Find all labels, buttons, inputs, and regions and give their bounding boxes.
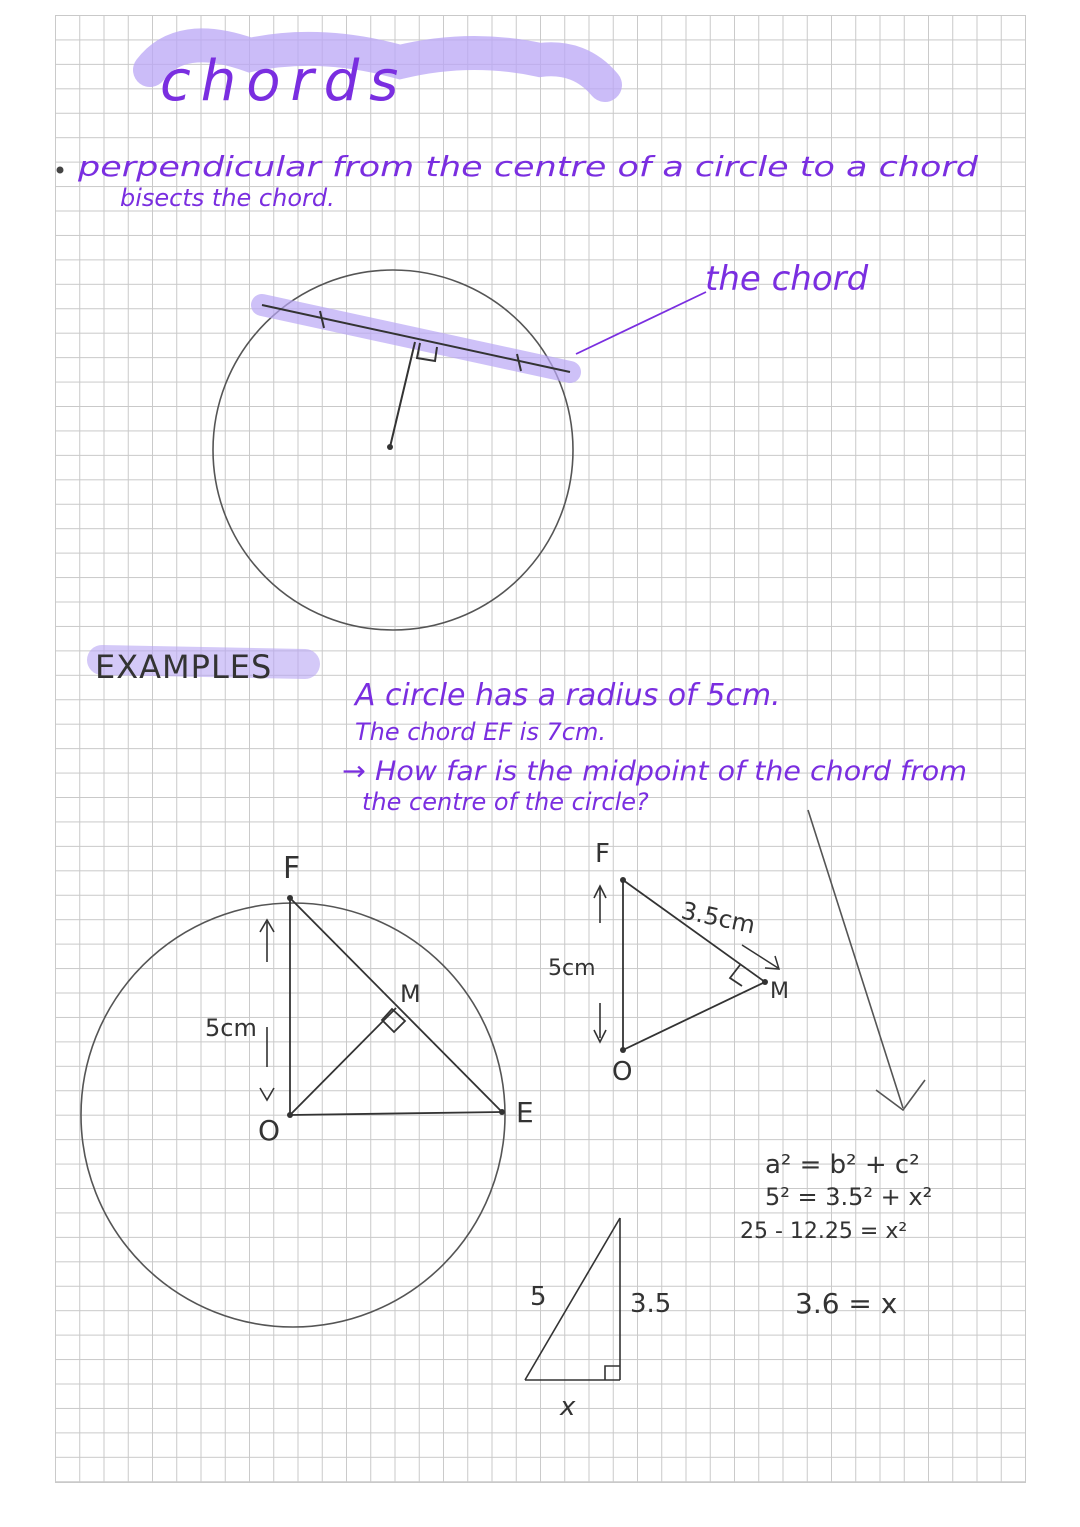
radius-oe [290,1112,502,1115]
chord-label-pointer [576,292,706,354]
right-angle-icon-2 [382,1009,405,1032]
tri-om [623,982,765,1050]
page-title: chords [160,49,409,114]
mid-side-fm: 3.5cm [678,896,758,940]
problem-line-1: A circle has a radius of 5cm. [355,678,781,713]
working-line-2: 5² = 3.5² + x² [765,1183,933,1211]
left-label-e: E [516,1096,534,1129]
small-label-base: x [560,1392,576,1422]
small-label-hyp: 5 [530,1282,547,1312]
working-line-4: 3.6 = x [795,1287,898,1320]
point-e-dot [499,1109,505,1115]
examples-heading: EXAMPLES [95,648,273,686]
chord-line [262,305,570,372]
mid-arrow-fm [742,945,778,968]
point-o-dot [287,1112,293,1118]
left-label-o: O [258,1114,281,1147]
mid-label-o: O [612,1057,633,1087]
line-om [290,1008,396,1115]
rule-line-1: perpendicular from the centre of a circle to a chord [76,150,979,183]
centre-dot [387,444,393,450]
right-angle-icon-3 [730,965,742,986]
working-line-1: a² = b² + c² [765,1150,920,1180]
problem-line-3: → How far is the midpoint of the chord from [342,756,967,787]
rule-line-2: bisects the chord. [120,184,335,212]
mid-point-m-dot [762,979,768,985]
small-label-leg: 3.5 [630,1289,672,1319]
long-arrow-head-icon [876,1080,925,1110]
mid-side-fo: 5cm [548,956,596,981]
left-radius-label: 5cm [205,1014,257,1042]
point-f-dot [287,895,293,901]
problem-line-4: the centre of the circle? [362,788,649,816]
right-angle-icon-4 [605,1366,620,1380]
mid-label-f: F [595,839,610,869]
mid-label-m: M [770,979,789,1004]
left-label-f: F [283,851,301,886]
left-label-m: M [400,980,421,1008]
mid-point-o-dot [620,1047,626,1053]
perpendicular-line [390,342,415,447]
long-arrow [808,810,903,1108]
mid-point-f-dot [620,877,626,883]
bullet-icon [57,167,64,174]
chord-label: the chord [705,259,869,299]
problem-line-2: The chord EF is 7cm. [355,718,606,746]
working-line-3: 25 - 12.25 = x² [740,1219,908,1244]
arrow-down-icon [260,1088,274,1100]
